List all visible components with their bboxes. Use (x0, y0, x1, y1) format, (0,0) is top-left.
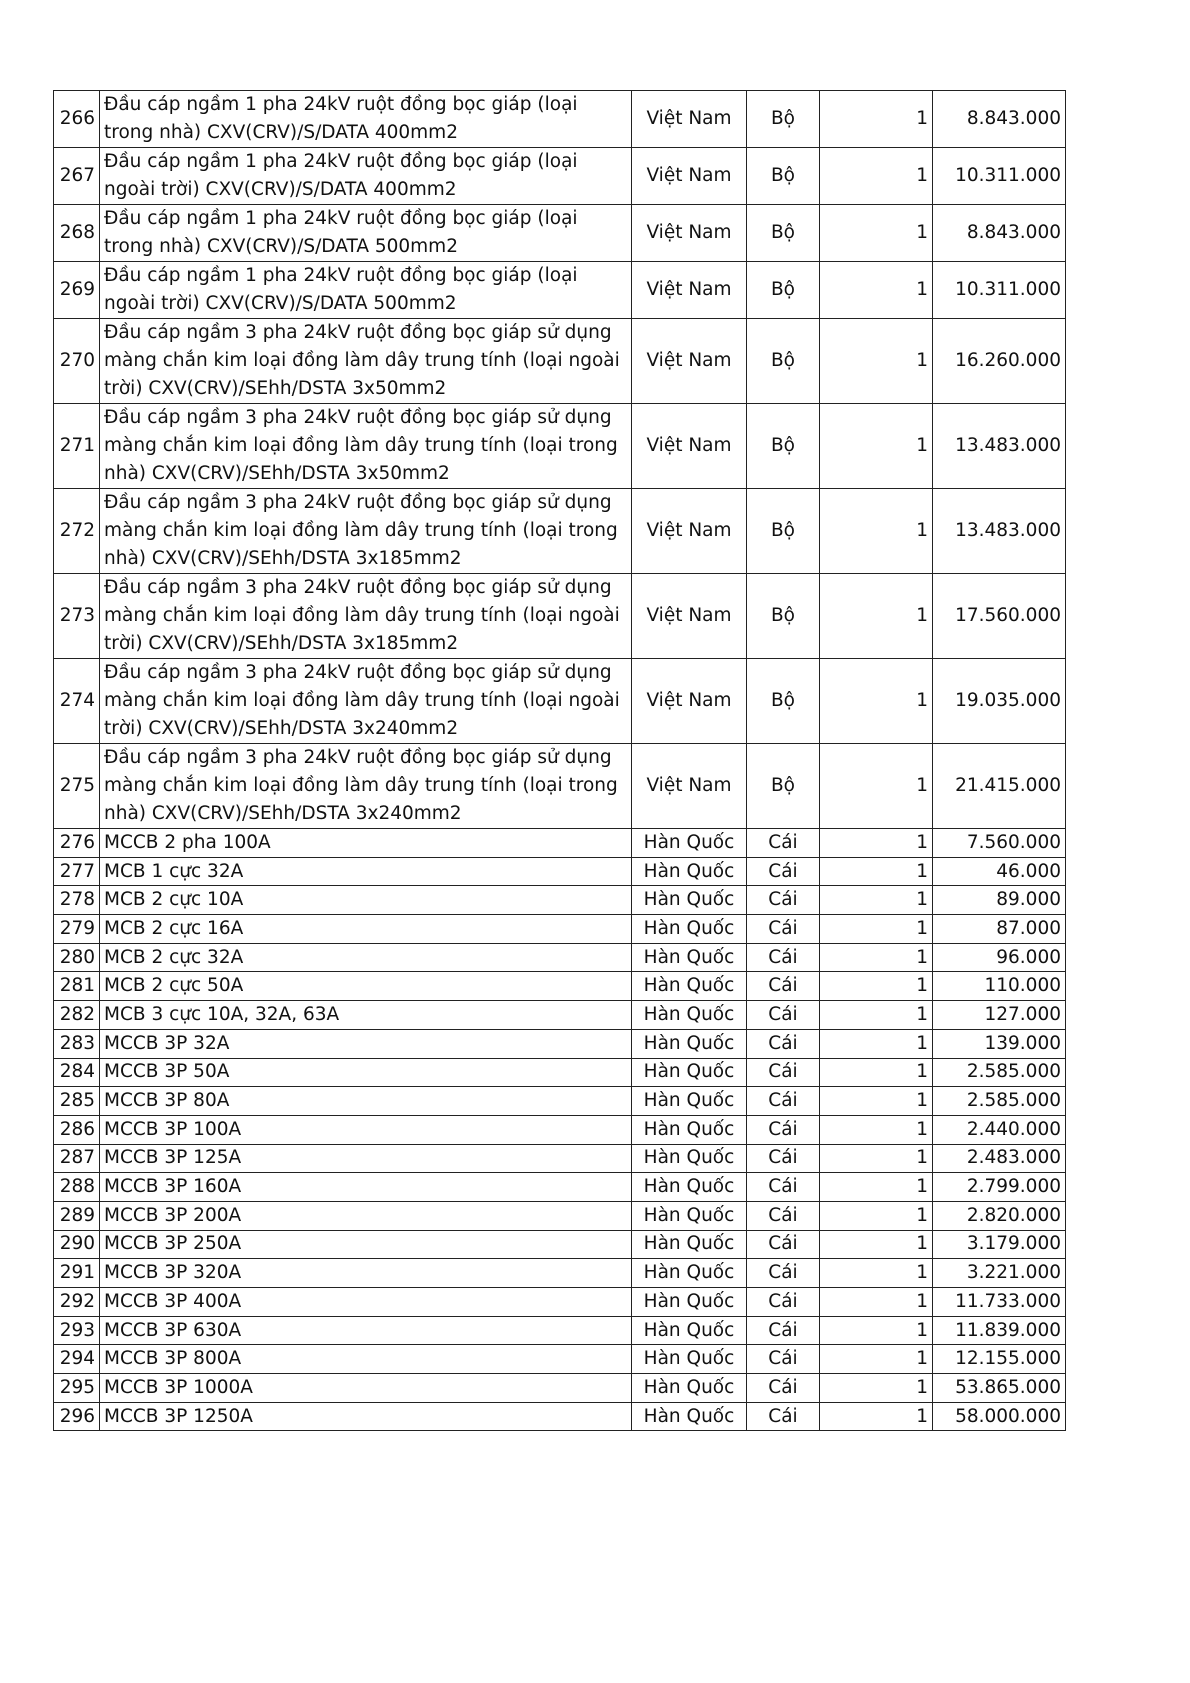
item-quantity: 1 (820, 91, 933, 148)
table-row (54, 91, 1066, 148)
item-origin: Hàn Quốc (632, 1144, 747, 1173)
item-origin: Hàn Quốc (632, 943, 747, 972)
item-unit: Cái (747, 1173, 820, 1202)
price-table-body (54, 91, 1066, 1431)
item-quantity: 1 (820, 148, 933, 205)
item-name: MCCB 3P 160A (100, 1173, 632, 1202)
item-quantity: 1 (820, 1115, 933, 1144)
item-quantity: 1 (820, 404, 933, 489)
item-unit: Cái (747, 1374, 820, 1403)
item-name: Đầu cáp ngầm 3 pha 24kV ruột đồng bọc giáp sử dụng màng chắn kim loại đồng làm dây trung tính (loại trong nhà) CXV(CRV)/SEhh/DSTA 3x240mm2 (100, 744, 632, 829)
item-unit: Cái (747, 1345, 820, 1374)
item-quantity: 1 (820, 1288, 933, 1317)
item-quantity: 1 (820, 1345, 933, 1374)
item-name: Đầu cáp ngầm 1 pha 24kV ruột đồng bọc giáp (loại trong nhà) CXV(CRV)/S/DATA 500mm2 (100, 205, 632, 262)
item-origin: Việt Nam (632, 205, 747, 262)
item-origin: Hàn Quốc (632, 1087, 747, 1116)
item-unit: Cái (747, 1201, 820, 1230)
item-price: 139.000 (933, 1029, 1066, 1058)
row-number: 273 (54, 574, 100, 659)
item-name: MCCB 3P 32A (100, 1029, 632, 1058)
item-quantity: 1 (820, 1201, 933, 1230)
table-row (54, 1288, 1066, 1317)
row-number: 288 (54, 1173, 100, 1202)
item-price: 2.585.000 (933, 1058, 1066, 1087)
table-row (54, 744, 1066, 829)
item-unit: Cái (747, 886, 820, 915)
item-price: 13.483.000 (933, 489, 1066, 574)
item-origin: Việt Nam (632, 574, 747, 659)
item-name: Đầu cáp ngầm 3 pha 24kV ruột đồng bọc giáp sử dụng màng chắn kim loại đồng làm dây trung tính (loại trong nhà) CXV(CRV)/SEhh/DSTA 3x50mm2 (100, 404, 632, 489)
table-row (54, 574, 1066, 659)
item-unit: Bộ (747, 262, 820, 319)
table-row (54, 404, 1066, 489)
item-unit: Cái (747, 1230, 820, 1259)
item-price: 2.820.000 (933, 1201, 1066, 1230)
item-origin: Hàn Quốc (632, 1115, 747, 1144)
row-number: 283 (54, 1029, 100, 1058)
item-unit: Cái (747, 1029, 820, 1058)
item-quantity: 1 (820, 1058, 933, 1087)
item-unit: Cái (747, 1402, 820, 1431)
row-number: 269 (54, 262, 100, 319)
item-origin: Việt Nam (632, 489, 747, 574)
item-name: MCCB 2 pha 100A (100, 829, 632, 858)
item-quantity: 1 (820, 319, 933, 404)
item-origin: Hàn Quốc (632, 1345, 747, 1374)
item-quantity: 1 (820, 886, 933, 915)
row-number: 278 (54, 886, 100, 915)
row-number: 295 (54, 1374, 100, 1403)
table-row (54, 829, 1066, 858)
table-row (54, 1029, 1066, 1058)
item-quantity: 1 (820, 1144, 933, 1173)
row-number: 294 (54, 1345, 100, 1374)
item-quantity: 1 (820, 205, 933, 262)
item-name: MCCB 3P 1000A (100, 1374, 632, 1403)
row-number: 289 (54, 1201, 100, 1230)
item-name: Đầu cáp ngầm 1 pha 24kV ruột đồng bọc giáp (loại trong nhà) CXV(CRV)/S/DATA 400mm2 (100, 91, 632, 148)
item-origin: Hàn Quốc (632, 857, 747, 886)
table-row (54, 659, 1066, 744)
item-quantity: 1 (820, 943, 933, 972)
table-row (54, 943, 1066, 972)
table-row (54, 915, 1066, 944)
item-origin: Hàn Quốc (632, 1374, 747, 1403)
row-number: 296 (54, 1402, 100, 1431)
item-quantity: 1 (820, 972, 933, 1001)
row-number: 270 (54, 319, 100, 404)
item-name: MCCB 3P 400A (100, 1288, 632, 1317)
item-price: 3.221.000 (933, 1259, 1066, 1288)
item-unit: Cái (747, 1288, 820, 1317)
item-price: 2.799.000 (933, 1173, 1066, 1202)
item-quantity: 1 (820, 659, 933, 744)
table-row (54, 489, 1066, 574)
table-row (54, 1230, 1066, 1259)
item-name: MCCB 3P 80A (100, 1087, 632, 1116)
item-unit: Cái (747, 972, 820, 1001)
item-unit: Cái (747, 1058, 820, 1087)
item-price: 87.000 (933, 915, 1066, 944)
table-row (54, 1115, 1066, 1144)
table-row (54, 1058, 1066, 1087)
row-number: 276 (54, 829, 100, 858)
row-number: 287 (54, 1144, 100, 1173)
table-row (54, 1402, 1066, 1431)
item-name: MCCB 3P 50A (100, 1058, 632, 1087)
table-row (54, 1345, 1066, 1374)
item-price: 96.000 (933, 943, 1066, 972)
item-price: 110.000 (933, 972, 1066, 1001)
item-name: MCB 2 cực 32A (100, 943, 632, 972)
item-unit: Cái (747, 829, 820, 858)
item-price: 19.035.000 (933, 659, 1066, 744)
item-name: MCB 1 cực 32A (100, 857, 632, 886)
table-row (54, 148, 1066, 205)
item-name: MCCB 3P 1250A (100, 1402, 632, 1431)
item-name: Đầu cáp ngầm 3 pha 24kV ruột đồng bọc giáp sử dụng màng chắn kim loại đồng làm dây trung tính (loại ngoài trời) CXV(CRV)/SEhh/DSTA 3x240mm2 (100, 659, 632, 744)
item-origin: Việt Nam (632, 659, 747, 744)
table-row (54, 972, 1066, 1001)
item-origin: Hàn Quốc (632, 1402, 747, 1431)
item-origin: Hàn Quốc (632, 886, 747, 915)
table-row (54, 205, 1066, 262)
item-name: MCCB 3P 100A (100, 1115, 632, 1144)
item-unit: Bộ (747, 489, 820, 574)
item-origin: Hàn Quốc (632, 1173, 747, 1202)
item-unit: Bộ (747, 205, 820, 262)
item-price: 11.839.000 (933, 1316, 1066, 1345)
item-unit: Cái (747, 1115, 820, 1144)
item-origin: Hàn Quốc (632, 1201, 747, 1230)
item-origin: Hàn Quốc (632, 1001, 747, 1030)
item-price: 8.843.000 (933, 91, 1066, 148)
item-unit: Cái (747, 1087, 820, 1116)
item-quantity: 1 (820, 574, 933, 659)
row-number: 277 (54, 857, 100, 886)
row-number: 271 (54, 404, 100, 489)
item-quantity: 1 (820, 1316, 933, 1345)
row-number: 290 (54, 1230, 100, 1259)
table-row (54, 1087, 1066, 1116)
table-row (54, 319, 1066, 404)
item-price: 58.000.000 (933, 1402, 1066, 1431)
item-origin: Hàn Quốc (632, 829, 747, 858)
item-price: 3.179.000 (933, 1230, 1066, 1259)
item-unit: Cái (747, 943, 820, 972)
item-price: 11.733.000 (933, 1288, 1066, 1317)
item-unit: Bộ (747, 148, 820, 205)
item-origin: Hàn Quốc (632, 1288, 747, 1317)
row-number: 272 (54, 489, 100, 574)
item-name: MCB 2 cực 16A (100, 915, 632, 944)
item-price: 2.440.000 (933, 1115, 1066, 1144)
row-number: 284 (54, 1058, 100, 1087)
item-price: 89.000 (933, 886, 1066, 915)
item-name: MCCB 3P 250A (100, 1230, 632, 1259)
item-origin: Việt Nam (632, 262, 747, 319)
row-number: 267 (54, 148, 100, 205)
table-row (54, 1201, 1066, 1230)
item-unit: Cái (747, 1001, 820, 1030)
item-quantity: 1 (820, 1230, 933, 1259)
item-name: MCCB 3P 800A (100, 1345, 632, 1374)
item-name: Đầu cáp ngầm 1 pha 24kV ruột đồng bọc giáp (loại ngoài trời) CXV(CRV)/S/DATA 400mm2 (100, 148, 632, 205)
table-row (54, 1001, 1066, 1030)
item-price: 7.560.000 (933, 829, 1066, 858)
item-origin: Việt Nam (632, 404, 747, 489)
item-name: MCCB 3P 630A (100, 1316, 632, 1345)
item-unit: Cái (747, 915, 820, 944)
item-price: 21.415.000 (933, 744, 1066, 829)
table-row (54, 1173, 1066, 1202)
item-origin: Hàn Quốc (632, 1230, 747, 1259)
item-quantity: 1 (820, 829, 933, 858)
item-quantity: 1 (820, 489, 933, 574)
item-name: MCB 2 cực 10A (100, 886, 632, 915)
item-origin: Hàn Quốc (632, 1058, 747, 1087)
row-number: 280 (54, 943, 100, 972)
item-quantity: 1 (820, 857, 933, 886)
item-price: 53.865.000 (933, 1374, 1066, 1403)
table-row (54, 262, 1066, 319)
table-row (54, 1259, 1066, 1288)
table-row (54, 886, 1066, 915)
item-quantity: 1 (820, 1173, 933, 1202)
row-number: 268 (54, 205, 100, 262)
item-origin: Việt Nam (632, 91, 747, 148)
item-unit: Bộ (747, 659, 820, 744)
row-number: 275 (54, 744, 100, 829)
item-unit: Cái (747, 1259, 820, 1288)
row-number: 286 (54, 1115, 100, 1144)
item-unit: Cái (747, 857, 820, 886)
item-name: MCCB 3P 200A (100, 1201, 632, 1230)
item-price: 10.311.000 (933, 262, 1066, 319)
item-name: MCCB 3P 320A (100, 1259, 632, 1288)
row-number: 279 (54, 915, 100, 944)
item-name: Đầu cáp ngầm 1 pha 24kV ruột đồng bọc giáp (loại ngoài trời) CXV(CRV)/S/DATA 500mm2 (100, 262, 632, 319)
item-name: Đầu cáp ngầm 3 pha 24kV ruột đồng bọc giáp sử dụng màng chắn kim loại đồng làm dây trung tính (loại ngoài trời) CXV(CRV)/SEhh/DSTA 3x185mm2 (100, 574, 632, 659)
row-number: 291 (54, 1259, 100, 1288)
item-quantity: 1 (820, 1029, 933, 1058)
item-unit: Bộ (747, 574, 820, 659)
item-price: 12.155.000 (933, 1345, 1066, 1374)
item-origin: Việt Nam (632, 319, 747, 404)
item-unit: Bộ (747, 91, 820, 148)
item-origin: Hàn Quốc (632, 1029, 747, 1058)
table-row (54, 1374, 1066, 1403)
item-price: 46.000 (933, 857, 1066, 886)
row-number: 282 (54, 1001, 100, 1030)
item-quantity: 1 (820, 744, 933, 829)
item-unit: Cái (747, 1144, 820, 1173)
row-number: 293 (54, 1316, 100, 1345)
item-price: 8.843.000 (933, 205, 1066, 262)
item-origin: Hàn Quốc (632, 972, 747, 1001)
item-quantity: 1 (820, 262, 933, 319)
item-price: 16.260.000 (933, 319, 1066, 404)
item-price: 127.000 (933, 1001, 1066, 1030)
item-quantity: 1 (820, 1001, 933, 1030)
price-table (53, 90, 1066, 1431)
item-origin: Hàn Quốc (632, 915, 747, 944)
row-number: 292 (54, 1288, 100, 1317)
row-number: 274 (54, 659, 100, 744)
item-unit: Cái (747, 1316, 820, 1345)
item-quantity: 1 (820, 1259, 933, 1288)
item-name: MCCB 3P 125A (100, 1144, 632, 1173)
item-origin: Việt Nam (632, 744, 747, 829)
item-unit: Bộ (747, 319, 820, 404)
item-unit: Bộ (747, 404, 820, 489)
item-price: 2.483.000 (933, 1144, 1066, 1173)
item-quantity: 1 (820, 1402, 933, 1431)
item-unit: Bộ (747, 744, 820, 829)
item-quantity: 1 (820, 1087, 933, 1116)
item-quantity: 1 (820, 915, 933, 944)
item-price: 2.585.000 (933, 1087, 1066, 1116)
item-origin: Việt Nam (632, 148, 747, 205)
item-origin: Hàn Quốc (632, 1316, 747, 1345)
row-number: 281 (54, 972, 100, 1001)
table-row (54, 1316, 1066, 1345)
item-name: MCB 3 cực 10A, 32A, 63A (100, 1001, 632, 1030)
item-name: Đầu cáp ngầm 3 pha 24kV ruột đồng bọc giáp sử dụng màng chắn kim loại đồng làm dây trung tính (loại ngoài trời) CXV(CRV)/SEhh/DSTA 3x50mm2 (100, 319, 632, 404)
item-price: 13.483.000 (933, 404, 1066, 489)
row-number: 285 (54, 1087, 100, 1116)
item-quantity: 1 (820, 1374, 933, 1403)
item-name: MCB 2 cực 50A (100, 972, 632, 1001)
item-name: Đầu cáp ngầm 3 pha 24kV ruột đồng bọc giáp sử dụng màng chắn kim loại đồng làm dây trung tính (loại trong nhà) CXV(CRV)/SEhh/DSTA 3x185mm2 (100, 489, 632, 574)
item-price: 17.560.000 (933, 574, 1066, 659)
row-number: 266 (54, 91, 100, 148)
table-row (54, 1144, 1066, 1173)
item-origin: Hàn Quốc (632, 1259, 747, 1288)
table-row (54, 857, 1066, 886)
item-price: 10.311.000 (933, 148, 1066, 205)
